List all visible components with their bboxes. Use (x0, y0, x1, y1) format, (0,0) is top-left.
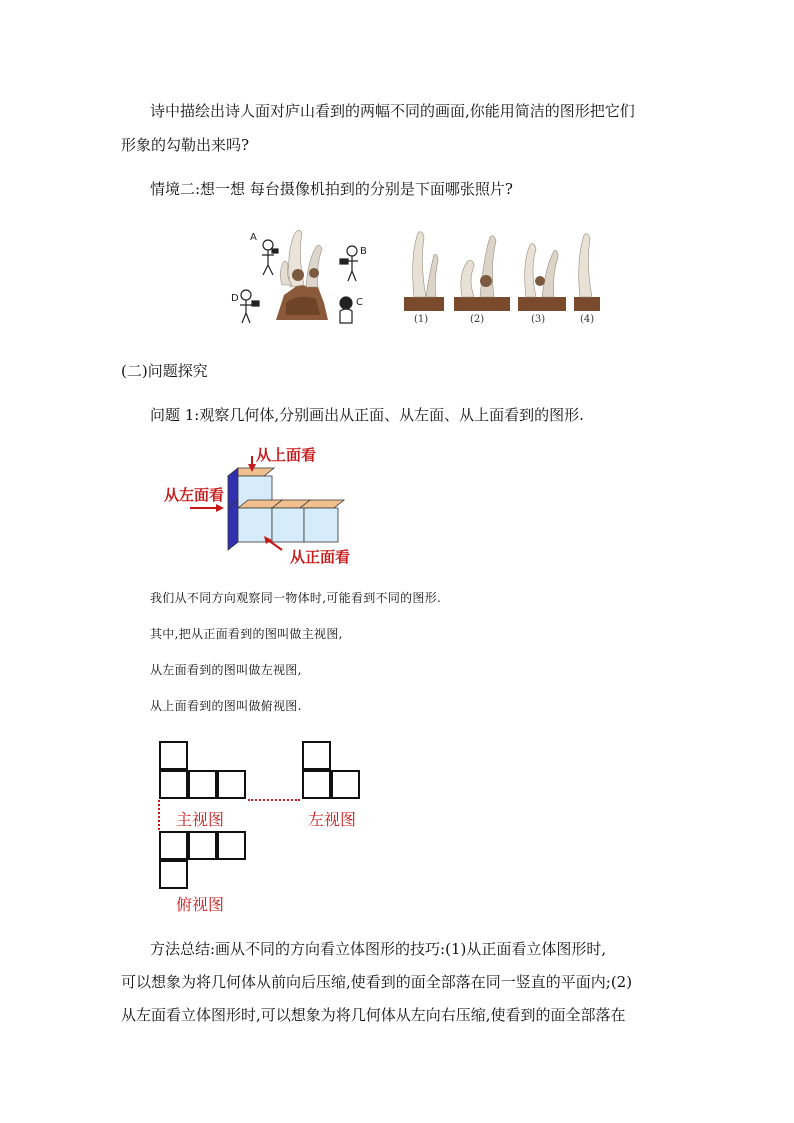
method-line-3: 从左面看立体图形时,可以想象为将几何体从左向右压缩,使看到的面全部落在 (121, 1006, 626, 1024)
photo-caption-2: (2) (470, 314, 485, 325)
three-views-figure (150, 738, 390, 918)
top-view-label: 从上面看 (256, 446, 317, 464)
photo-3 (518, 244, 566, 311)
camera-operator-a (262, 240, 278, 275)
method-line-1: 方法总结:画从不同的方向看立体图形的技巧:(1)从正面看立体图形时, (150, 940, 607, 958)
vertical-connector (158, 800, 160, 830)
definition-3: 从左面看到的图叫做左视图, (150, 663, 302, 677)
photo-caption-3: (3) (531, 314, 546, 325)
photo-2 (454, 236, 510, 311)
camera-operator-c (340, 297, 352, 323)
horizontal-connector (248, 799, 300, 801)
sculpture-illustration (276, 230, 328, 320)
top-view-label-text: 俯视图 (176, 895, 225, 914)
camera-operator-d (240, 290, 259, 323)
scenario-2: 情境二:想一想 每台摄像机拍到的分别是下面哪张照片? (150, 180, 513, 198)
left-view-arrow (190, 504, 224, 512)
photo-4 (574, 234, 600, 311)
front-view-label: 从正面看 (290, 548, 351, 566)
camera-label-c: C (356, 297, 363, 308)
cube-figure (160, 442, 400, 572)
definition-2: 其中,把从正面看到的图叫做主视图, (150, 627, 343, 641)
intro-line-1: 诗中描绘出诗人面对庐山看到的两幅不同的画面,你能用简洁的图形把它们 (150, 102, 635, 120)
intro-line-2: 形象的勾勒出来吗? (121, 136, 250, 154)
photo-caption-4: (4) (580, 314, 595, 325)
left-view-label-text: 左视图 (308, 810, 357, 829)
camera-label-b: B (360, 246, 367, 257)
left-view-label: 从左面看 (164, 486, 225, 504)
definition-4: 从上面看到的图叫做俯视图. (150, 699, 302, 713)
camera-label-a: A (250, 232, 257, 243)
main-view-label: 主视图 (176, 810, 225, 829)
photo-1 (404, 232, 444, 311)
question-1: 问题 1:观察几何体,分别画出从正面、从左面、从上面看到的图形. (150, 406, 584, 424)
camera-figure (228, 215, 628, 335)
camera-operator-b (340, 246, 358, 281)
definition-1: 我们从不同方向观察同一物体时,可能看到不同的图形. (150, 591, 442, 605)
section-heading: (二)问题探究 (121, 362, 208, 380)
photo-caption-1: (1) (414, 314, 429, 325)
method-line-2: 可以想象为将几何体从前向后压缩,使看到的面全部落在同一竖直的平面内;(2) (121, 973, 633, 991)
camera-label-d: D (231, 293, 239, 304)
